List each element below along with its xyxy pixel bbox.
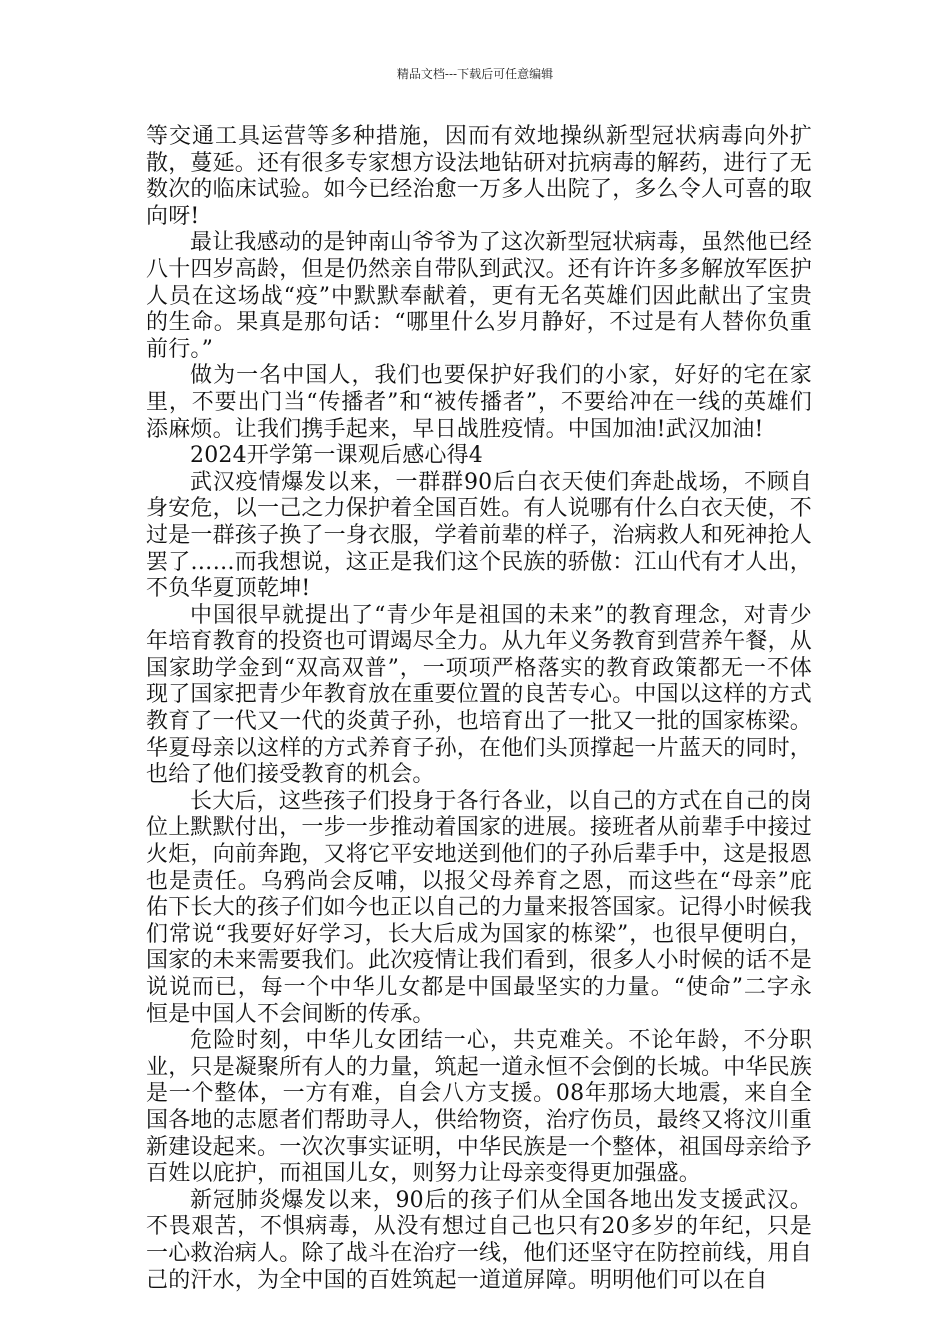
paragraph: 武汉疫情爆发以来，一群群90后白衣天使们奔赴战场，不顾自身安危，以一己之力保护着全国百姓。有人说哪有什么白衣天使，不过是一群孩子换了一身衣服，学着前辈的样子，治病救人和死神抢人罢了……而我想说，这正是我们这个民族的骄傲：江山代有才人出，不负华夏顶乾坤! xyxy=(146,469,813,602)
paragraph: 做为一名中国人，我们也要保护好我们的小家，好好的宅在家里，不要出门当“传播者”和“被传播者”，不要给冲在一线的英雄们添麻烦。让我们携手起来，早日战胜疫情。中国加油!武汉加油! xyxy=(146,363,812,442)
document-body xyxy=(146,124,812,1294)
paragraph: 长大后，这些孩子们投身于各行各业，以自己的方式在自己的岗位上默默付出，一步一步推动着国家的进展。接班者从前辈手中接过火炬，向前奔跑，又将它平安地送到他们的子孙后辈手中，这是报恩也是责任。乌鸦尚会反哺，以报父母养育之恩，而这些在“母亲”庇佑下长大的孩子们如今也正以自己的力量来报答国家。记得小时候我们常说“我要好好学习，长大后成为国家的栋梁”，也很早便明白，国家的未来需要我们。此次疫情让我们看到，很多人小时候的话不是说说而已，每一个中华儿女都是中国最坚实的力量。“使命”二字永恒是中国人不会间断的传承。 xyxy=(146,788,813,1027)
page-header: 精品文档---下载后可任意编辑 xyxy=(396,67,554,81)
section-heading: 2024开学第一课观后感心得4 xyxy=(190,443,483,469)
paragraph: 危险时刻，中华儿女团结一心，共克难关。不论年龄，不分职业，只是凝聚所有人的力量，筑起一道永恒不会倒的长城。中华民族是一个整体，一方有难，自会八方支援。08年那场大地震，来自全国各地的志愿者们帮助寻人，供给物资，治疗伤员，最终又将汶川重新建设起来。一次次事实证明，中华民族是一个整体，祖国母亲给予百姓以庇护，而祖国儿女，则努力让母亲变得更加强盛。 xyxy=(146,1028,813,1187)
paragraph: 新冠肺炎爆发以来，90后的孩子们从全国各地出发支援武汉。不畏艰苦，不惧病毒，从没有想过自己也只有20多岁的年纪，只是一心救治病人。除了战斗在治疗一线，他们还坚守在防控前线，用自己的汗水，为全中国的百姓筑起一道道屏障。明明他们可以在自 xyxy=(146,1187,813,1293)
paragraph: 中国很早就提出了“青少年是祖国的未来”的教育理念，对青少年培育教育的投资也可谓竭尽全力。从九年义务教育到营养午餐，从国家助学金到“双高双普”，一项项严格落实的教育政策都无一不体现了国家把青少年教育放在重要位置的良苦专心。中国以这样的方式教育了一代又一代的炎黄子孙，也培育出了一批又一批的国家栋梁。华夏母亲以这样的方式养育子孙，在他们头顶撑起一片蓝天的同时，也给了他们接受教育的机会。 xyxy=(146,602,813,788)
paragraph: 等交通工具运营等多种措施，因而有效地操纵新型冠状病毒向外扩散，蔓延。还有很多专家想方设法地钻研对抗病毒的解药，进行了无数次的临床试验。如今已经治愈一万多人出院了，多么令人可喜的取向呀! xyxy=(146,124,813,229)
paragraph: 最让我感动的是钟南山爷爷为了这次新型冠状病毒，虽然他已经八十四岁高龄，但是仍然亲自带队到武汉。还有许许多多解放军医护人员在这场战“疫”中默默奉献着，更有无名英雄们因此献出了宝贵的生命。果真是那句话：“哪里什么岁月静好，不过是有人替你负重前行。” xyxy=(146,230,813,362)
